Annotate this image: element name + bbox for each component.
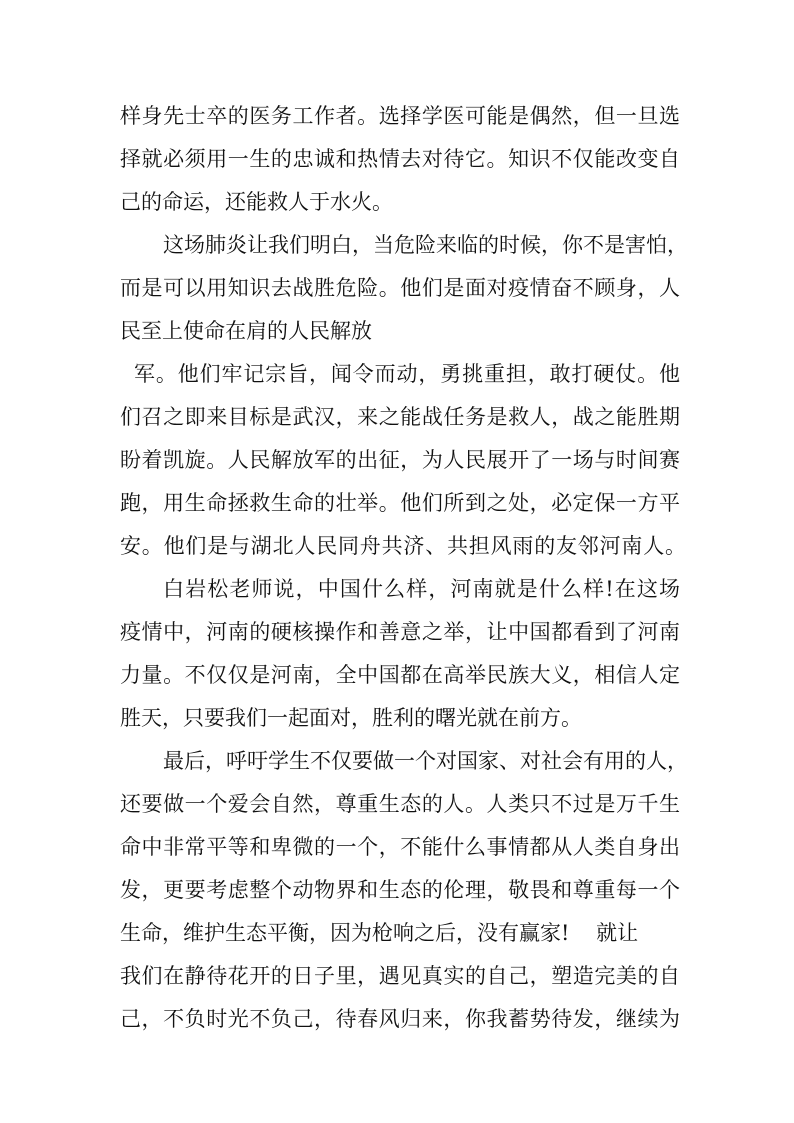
text-line: 己，不负时光不负己，待春风归来，你我蓄势待发，继续为 (120, 1007, 680, 1031)
text-line: 这场肺炎让我们明白，当危险来临的时候，你不是害怕， (163, 233, 688, 257)
text-line: 力量。不仅仅是河南，全中国都在高举民族大义，相信人定 (120, 663, 680, 687)
text-line: 最后，呼吁学生不仅要做一个对国家、对社会有用的人， (163, 749, 688, 773)
text-line: 民至上使命在肩的人民解放 (120, 319, 372, 343)
text-line: 择就必须用一生的忠诚和热情去对待它。知识不仅能改变自 (120, 147, 680, 171)
text-line: 发，更要考虑整个动物界和生态的伦理，敬畏和尊重每一个 (120, 878, 680, 902)
text-line: 样身先士卒的医务工作者。选择学医可能是偶然，但一旦选 (120, 104, 680, 128)
text-line: 安。他们是与湖北人民同舟共济、共担风雨的友邻河南人。 (120, 534, 686, 558)
text-line: 白岩松老师说，中国什么样，河南就是什么样!在这场 (163, 577, 680, 601)
text-line: 而是可以用知识去战胜危险。他们是面对疫情奋不顾身，人 (120, 276, 680, 300)
text-line: 盼着凯旋。人民解放军的出征，为人民展开了一场与时间赛 (120, 448, 680, 472)
text-line: 跑，用生命拯救生命的壮举。他们所到之处，必定保一方平 (120, 491, 680, 515)
text-line: 己的命运，还能救人于水火。 (120, 190, 393, 214)
text-line: 胜天，只要我们一起面对，胜利的曙光就在前方。 (120, 706, 582, 730)
text-line: 生命，维护生态平衡，因为枪响之后，没有赢家! 就让 (120, 921, 639, 945)
text-line: 军。他们牢记宗旨，闻令而动，勇挑重担，敢打硬仗。他 (134, 362, 680, 386)
text-line: 们召之即来目标是武汉，来之能战任务是救人，战之能胜期 (120, 405, 680, 429)
text-line: 命中非常平等和卑微的一个，不能什么事情都从人类自身出 (120, 835, 680, 859)
text-line: 疫情中，河南的硬核操作和善意之举，让中国都看到了河南 (120, 620, 680, 644)
text-line: 还要做一个爱会自然，尊重生态的人。人类只不过是万千生 (120, 792, 680, 816)
text-line: 我们在静待花开的日子里，遇见真实的自己，塑造完美的自 (120, 964, 680, 988)
